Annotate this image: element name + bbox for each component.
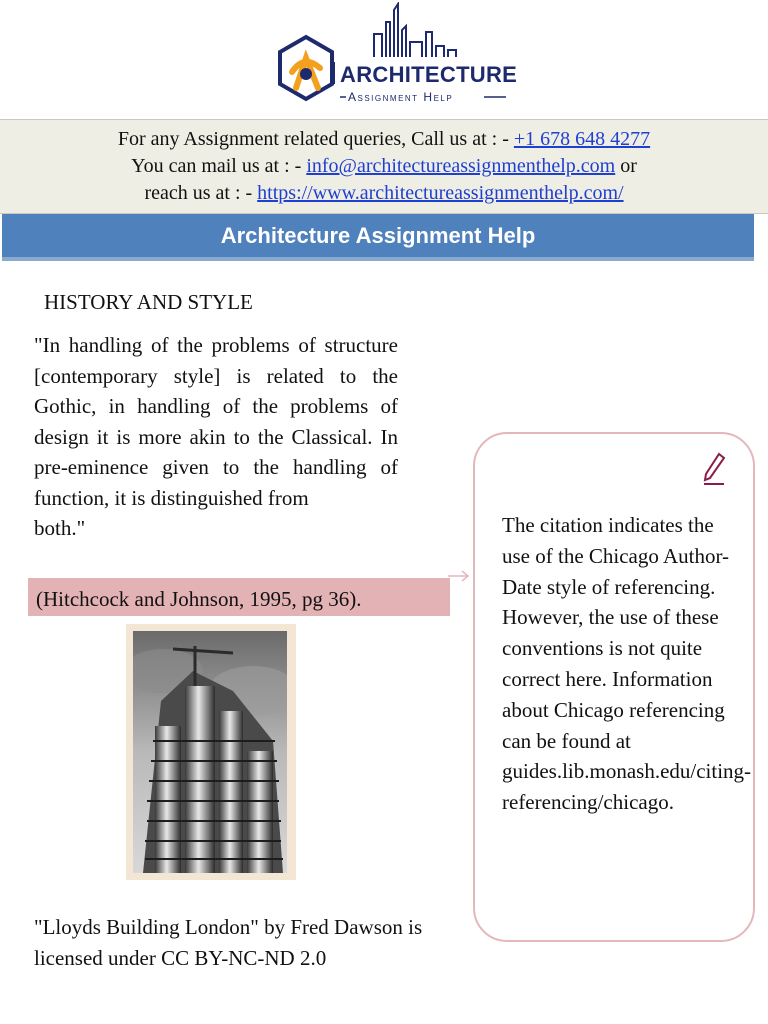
skyline-icon (374, 4, 456, 57)
section-heading: HISTORY AND STYLE (44, 290, 253, 314)
quote-block (34, 330, 398, 544)
arrow-icon (448, 566, 472, 586)
photo-frame (126, 624, 296, 880)
logo-wordmark: ARCHITECTURE (340, 62, 518, 87)
phone-link[interactable]: +1 678 648 4277 (513, 128, 651, 150)
contact-website-label: reach us at : - (144, 182, 258, 204)
logo-subtitle: Assignment Help (348, 90, 454, 104)
citation-highlight: (Hitchcock and Johnson, 1995, pg 36). (28, 578, 450, 616)
website-link[interactable]: https://www.architectureassignmenthelp.com/ (257, 182, 624, 204)
email-link[interactable]: info@architectureassignmenthelp.com (306, 155, 616, 177)
pencil-icon[interactable] (702, 452, 726, 486)
building-photo (133, 631, 287, 873)
quote-body: "In handling of the problems of structure [contemporary style] is related to the Gothic, in handling of the problems of design it is more akin to the Classical. In pre-eminence given to the handling of function, it is distinguished from (34, 333, 398, 510)
title-banner: Architecture Assignment Help (2, 214, 754, 261)
contact-line-website (0, 180, 768, 207)
comment-text: The citation indicates the use of the Chicago Author-Date style of referencing. However, the use of these conventions is not quite correct here. Information about Chicago referencing can be found at guides.lib.monash.edu/citing-referencing/chicago. (502, 513, 752, 815)
contact-line-phone (0, 120, 768, 153)
contact-email-tail: or (615, 155, 637, 177)
contact-phone-label: For any Assignment related queries, Call us at : - (117, 128, 514, 150)
contact-email-label: You can mail us at : - (131, 155, 307, 177)
contact-line-email (0, 153, 768, 180)
image-credit: "Lloyds Building London" by Fred Dawson is licensed under CC BY-NC-ND 2.0 (34, 915, 423, 970)
quote-last-line: both." (34, 516, 86, 540)
contact-band (0, 119, 768, 214)
